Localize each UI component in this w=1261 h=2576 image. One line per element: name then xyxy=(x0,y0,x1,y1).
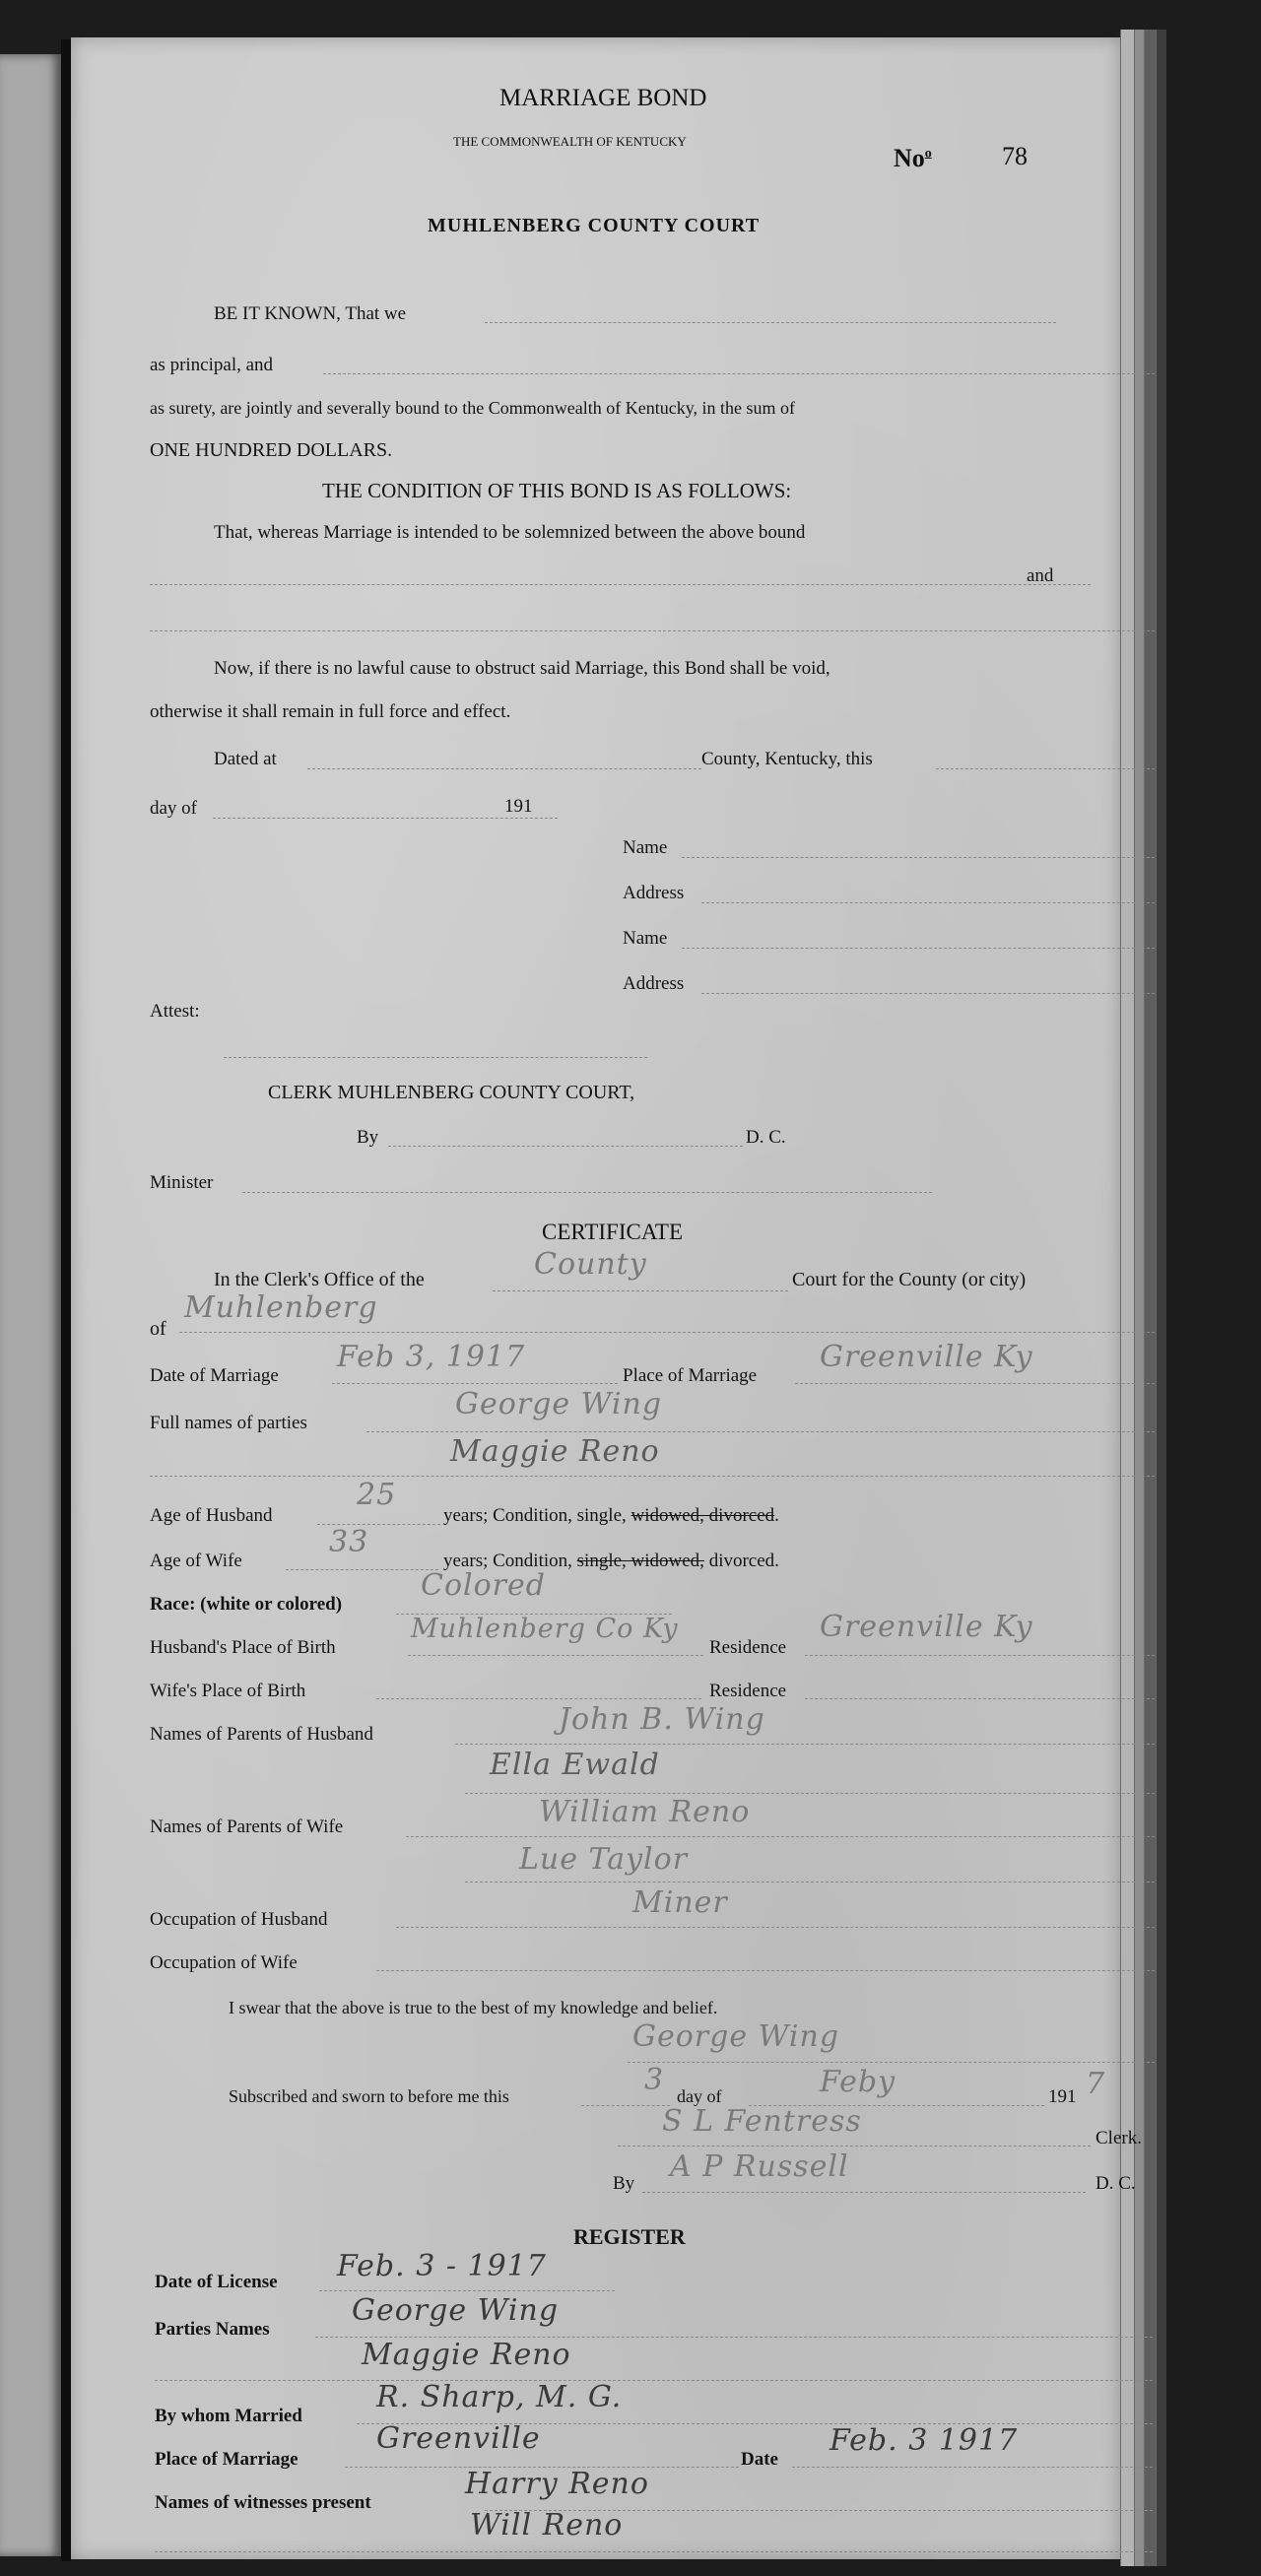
parents-wife-label: Names of Parents of Wife xyxy=(150,1816,344,1837)
date-of-marriage-value: Feb 3, 1917 xyxy=(337,1340,526,1374)
bond-sum: ONE HUNDRED DOLLARS. xyxy=(150,439,393,461)
page-edge xyxy=(1156,30,1166,2566)
county-kentucky: County, Kentucky, this xyxy=(701,749,873,769)
parent-husband-1: John B. Wing xyxy=(559,1702,765,1737)
race-label: Race: (white or colored) xyxy=(150,1594,343,1615)
name-label-2: Name xyxy=(623,928,668,949)
race-value: Colored xyxy=(421,1568,546,1603)
as-surety: as surety, are jointly and severally bound to the Commonwealth of Kentucky, in the sum of xyxy=(150,398,796,418)
witnesses-label: Names of witnesses present xyxy=(155,2492,371,2513)
full-names-label: Full names of parties xyxy=(150,1413,307,1433)
register-party-1: George Wing xyxy=(352,2293,560,2328)
clerk-label: Clerk. xyxy=(1095,2128,1142,2148)
attest-label: Attest: xyxy=(150,1001,200,1022)
court-for-label: Court for the County (or city) xyxy=(792,1269,1027,1290)
date-of-license-label: Date of License xyxy=(155,2272,278,2292)
husband-birth-label: Husband's Place of Birth xyxy=(150,1637,336,1658)
of-value: Muhlenberg xyxy=(184,1290,378,1325)
that-whereas: That, whereas Marriage is intended to be solemnized between the above bound xyxy=(214,522,806,543)
parent-wife-1: William Reno xyxy=(539,1795,751,1829)
dc-label: D. C. xyxy=(746,1127,786,1148)
subscribed-day: 3 xyxy=(644,2063,665,2097)
dated-at: Dated at xyxy=(214,749,277,769)
clerk-heading: CLERK MUHLENBERG COUNTY COURT, xyxy=(268,1082,635,1103)
affiant-signature: George Wing xyxy=(632,2019,840,2054)
party-1-name: George Wing xyxy=(455,1387,663,1421)
by-label: By xyxy=(357,1127,379,1148)
address-label-2: Address xyxy=(623,973,685,994)
age-wife-value: 33 xyxy=(329,1525,369,1559)
clerks-office-value: County xyxy=(534,1247,647,1282)
swear-statement: I swear that the above is true to the best of my knowledge and belief. xyxy=(229,1998,718,2017)
subscribed-label: Subscribed and sworn to before me this xyxy=(229,2086,509,2106)
clerks-office-label: In the Clerk's Office of the xyxy=(214,1269,425,1290)
dc-by-label: By xyxy=(613,2173,635,2194)
place-of-marriage-value: Greenville Ky xyxy=(820,1340,1033,1374)
parents-husband-label: Names of Parents of Husband xyxy=(150,1724,373,1745)
book-spine xyxy=(61,39,71,2561)
occupation-husband-label: Occupation of Husband xyxy=(150,1909,328,1930)
subscribed-year-prefix: 191 xyxy=(1048,2086,1077,2107)
dc-signature: A P Russell xyxy=(670,2149,849,2184)
residence-label-2: Residence xyxy=(709,1681,787,1701)
husband-birth-value: Muhlenberg Co Ky xyxy=(411,1614,679,1644)
register-date-label: Date xyxy=(741,2449,778,2470)
party-2-name: Maggie Reno xyxy=(450,1434,660,1469)
register-heading: REGISTER xyxy=(573,2224,686,2249)
day-of: day of xyxy=(150,798,198,819)
and-text: and xyxy=(1027,565,1054,586)
residence-label-1: Residence xyxy=(709,1637,787,1658)
register-place-value: Greenville xyxy=(376,2421,541,2456)
otherwise: otherwise it shall remain in full force and effect. xyxy=(150,701,511,722)
residence-value-1: Greenville Ky xyxy=(820,1610,1033,1644)
wife-birth-label: Wife's Place of Birth xyxy=(150,1681,306,1701)
as-principal: as principal, and xyxy=(150,355,274,375)
age-wife-label: Age of Wife xyxy=(150,1551,242,1571)
subscribed-day-of: day of xyxy=(677,2086,722,2106)
parties-names-label: Parties Names xyxy=(155,2319,270,2340)
bond-number: 78 xyxy=(1002,142,1028,170)
age-husband-label: Age of Husband xyxy=(150,1505,273,1526)
subscribed-year-suffix: 7 xyxy=(1086,2067,1106,2101)
parent-wife-2: Lue Taylor xyxy=(519,1842,689,1877)
dc-label-cert: D. C. xyxy=(1095,2173,1136,2194)
now-if: Now, if there is no lawful cause to obstruct said Marriage, this Bond shall be void, xyxy=(214,658,830,679)
by-whom-label: By whom Married xyxy=(155,2406,302,2426)
date-of-license-value: Feb. 3 - 1917 xyxy=(337,2249,547,2283)
be-it-known: BE IT KNOWN, That we xyxy=(214,303,407,324)
witness-2: Will Reno xyxy=(470,2508,624,2543)
register-party-2: Maggie Reno xyxy=(362,2338,571,2372)
date-of-marriage-label: Date of Marriage xyxy=(150,1365,279,1386)
by-whom-value: R. Sharp, M. G. xyxy=(376,2380,623,2414)
condition-heading: THE CONDITION OF THIS BOND IS AS FOLLOWS: xyxy=(322,479,792,502)
register-date-value: Feb. 3 1917 xyxy=(830,2423,1019,2458)
age-wife-condition: years; Condition, single, widowed, divorced. xyxy=(443,1551,779,1571)
clerk-signature: S L Fentress xyxy=(662,2104,862,2139)
certificate-heading: CERTIFICATE xyxy=(542,1220,684,1244)
register-place-label: Place of Marriage xyxy=(155,2449,299,2470)
year-prefix: 191 xyxy=(504,796,533,817)
parent-husband-2: Ella Ewald xyxy=(490,1748,660,1782)
document-subtitle: THE COMMONWEALTH OF KENTUCKY xyxy=(453,134,687,149)
subscribed-month: Feby xyxy=(820,2065,896,2099)
adjacent-page xyxy=(0,54,61,2556)
occupation-wife-label: Occupation of Wife xyxy=(150,1952,298,1973)
witness-1: Harry Reno xyxy=(465,2467,649,2501)
place-of-marriage-label: Place of Marriage xyxy=(623,1365,758,1386)
document-title: MARRIAGE BOND xyxy=(499,85,707,111)
age-husband-condition: years; Condition, single, widowed, divorced. xyxy=(443,1505,779,1526)
age-husband-value: 25 xyxy=(357,1478,397,1512)
name-label-1: Name xyxy=(623,837,668,858)
address-label-1: Address xyxy=(623,883,685,903)
document-page xyxy=(71,37,1142,2559)
number-label: No$^o$ xyxy=(894,144,932,172)
occupation-husband-value: Miner xyxy=(632,1885,728,1920)
of-label: of xyxy=(150,1318,166,1340)
court-heading: MUHLENBERG COUNTY COURT xyxy=(428,215,761,236)
minister-label: Minister xyxy=(150,1172,214,1193)
